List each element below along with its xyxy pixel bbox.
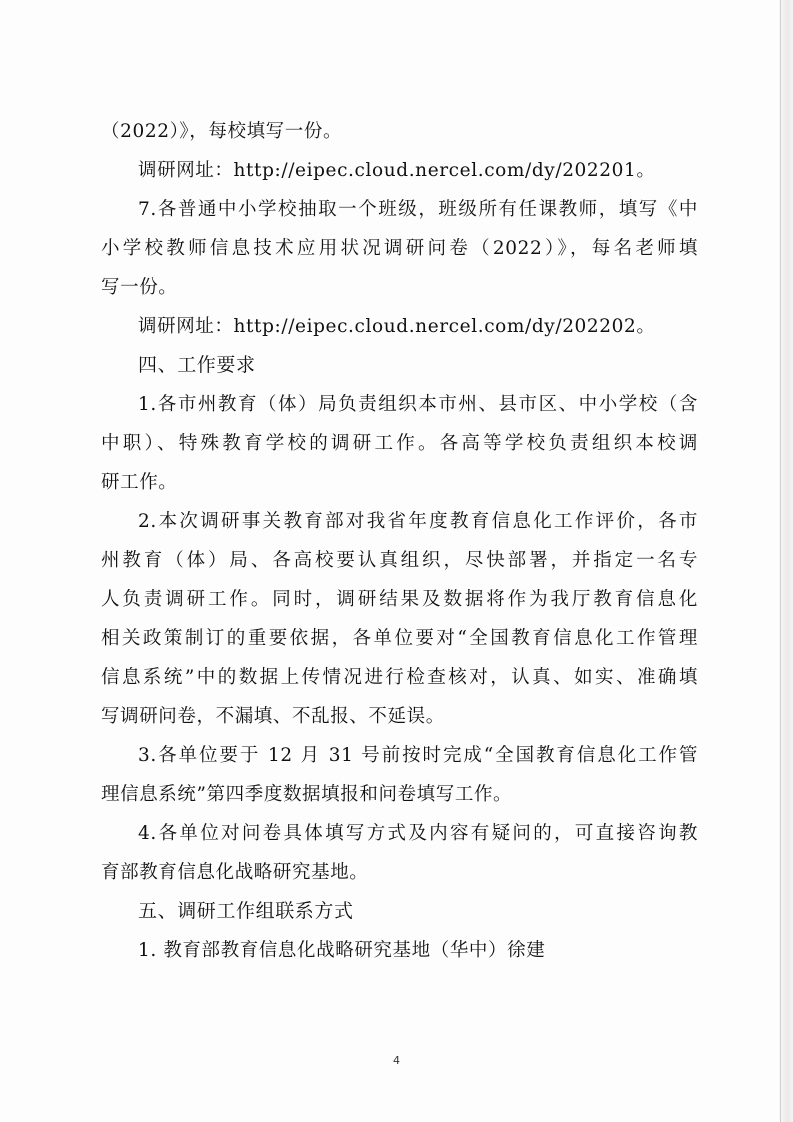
- text-line: 1. 教育部教育信息化战略研究基地（华中）徐建: [138, 940, 546, 961]
- text-line: 小学校教师信息技术应用状况调研问卷（2022）》，每名老师填: [101, 238, 698, 259]
- section-heading: 五、调研工作组联系方式: [138, 900, 354, 922]
- text-line: 7.各普通中小学校抽取一个班级，班级所有任课教师，填写《中: [138, 199, 698, 220]
- section-heading: 四、工作要求: [138, 354, 256, 376]
- text-line: 理信息系统”第四季度数据填报和问卷填写工作。: [101, 784, 513, 805]
- survey-url-line: 调研网址：http://eipec.cloud.nercel.com/dy/202201。: [138, 160, 656, 181]
- text-line: 相关政策制订的重要依据，各单位要对“全国教育信息化工作管理: [101, 628, 698, 649]
- text-line: 2.本次调研事关教育部对我省年度教育信息化工作评价，各市: [138, 511, 698, 532]
- text-line: 写一份。: [101, 277, 178, 298]
- text-line: 人负责调研工作。同时，调研结果及数据将作为我厅教育信息化: [101, 589, 698, 610]
- text-line: （2022）》，每校填写一份。: [101, 121, 343, 142]
- page-number: 4: [393, 1054, 400, 1067]
- scan-edge-line: [780, 0, 781, 1122]
- text-line: 中职）、特殊教育学校的调研工作。各高等学校负责组织本校调: [101, 433, 698, 454]
- survey-url-line: 调研网址：http://eipec.cloud.nercel.com/dy/202202。: [138, 316, 656, 337]
- text-line: 3.各单位要于 12 月 31 号前按时完成“全国教育信息化工作管: [138, 745, 698, 766]
- text-line: 州教育（体）局、各高校要认真组织，尽快部署，并指定一名专: [101, 550, 698, 571]
- text-line: 育部教育信息化战略研究基地。: [101, 862, 369, 883]
- scan-edge-shadow: [779, 0, 793, 1122]
- document-body: [101, 112, 698, 970]
- text-line: 1.各市州教育（体）局负责组织本市州、县市区、中小学校（含: [138, 394, 698, 415]
- text-line: 写调研问卷，不漏填、不乱报、不延误。: [101, 706, 445, 727]
- text-line: 4.各单位对问卷具体填写方式及内容有疑问的，可直接咨询教: [138, 823, 698, 844]
- text-line: 信息系统”中的数据上传情况进行检查核对，认真、如实、准确填: [101, 667, 698, 688]
- text-line: 研工作。: [101, 472, 178, 493]
